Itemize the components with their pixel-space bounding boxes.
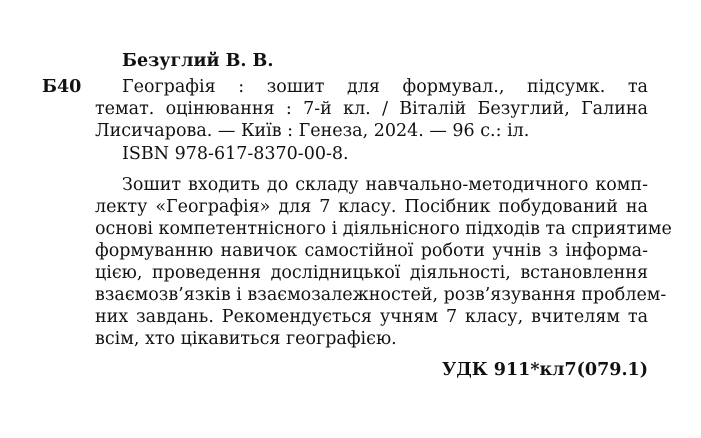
annotation-line: цією, проведення дослідницької діяльності, встановлення	[95, 263, 648, 283]
bibliography-line: темат. оцінювання : 7-й кл. / Віталій Безуглий, Галина	[95, 99, 648, 119]
bibliography-line: Географія : зошит для формувал., підсумк. та	[122, 77, 648, 97]
call-number: Б40	[42, 77, 82, 97]
annotation-line: формуванню навичок самостійної роботи учнів з інформа-	[95, 241, 648, 261]
annotation-line: основі компетентнісного і діяльнісного підходів та сприятиме	[95, 219, 672, 239]
isbn: ISBN 978-617-8370-00-8.	[122, 144, 349, 164]
annotation-line: Зошит входить до складу навчально-методичного комп-	[122, 175, 648, 195]
annotation-line: лекту «Географія» для 7 класу. Посібник побудований на	[95, 197, 648, 217]
annotation-line: всім, хто цікавиться географією.	[95, 329, 397, 349]
annotation-line: взаємозв’язків і взаємозалежностей, розв’язування проблем-	[95, 285, 667, 305]
annotation-line: них завдань. Рекомендується учням 7 класу, вчителям та	[95, 307, 648, 327]
author-heading: Безуглий В. В.	[122, 51, 274, 71]
bibliography-line: Лисичарова. — Київ : Генеза, 2024. — 96 с.: іл.	[95, 121, 530, 141]
udc-code: УДК 911*кл7(079.1)	[442, 360, 648, 380]
